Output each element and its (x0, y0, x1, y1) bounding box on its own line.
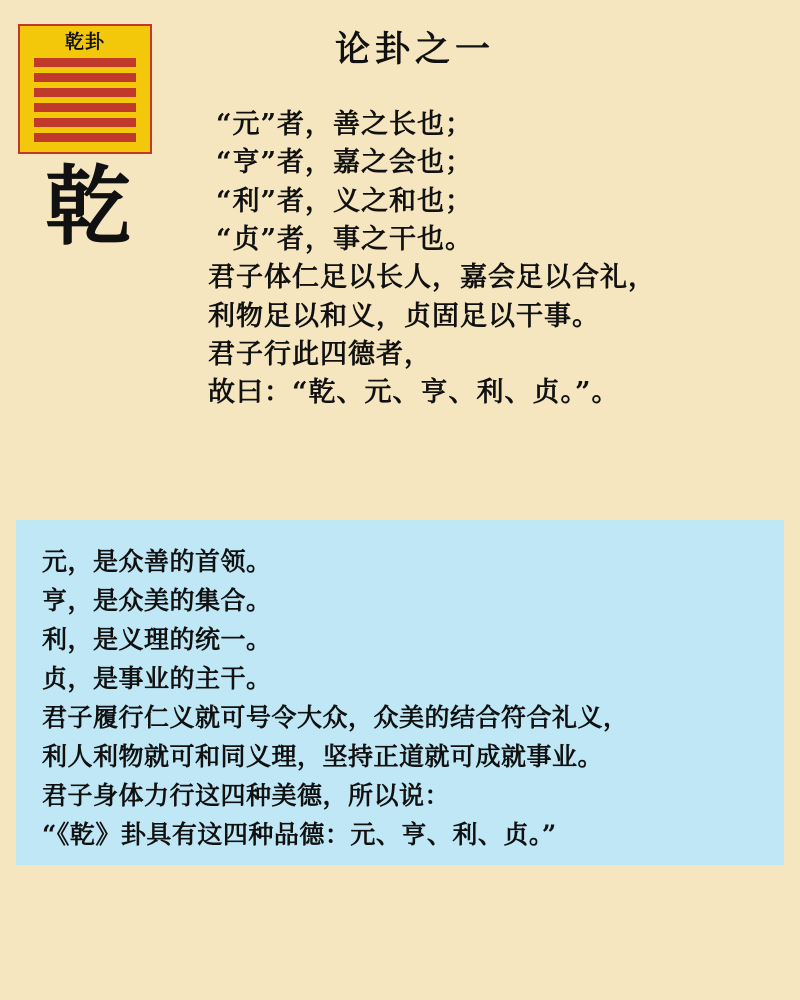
classical-text-line: 君子行此四德者， (208, 338, 432, 370)
translation-line: 君子身体力行这四种美德，所以说： (42, 781, 451, 810)
classical-text-line: “元”者，善之长也； (216, 109, 474, 140)
classical-text-line: 利物足以和义，贞固足以干事。 (208, 300, 600, 332)
page-title: 论卦之一 (334, 29, 495, 70)
translation-line: 亨，是众美的集合。 (42, 586, 272, 615)
hexagram-big-character: 乾 (45, 156, 131, 257)
yao-line (34, 88, 136, 97)
classical-text-line: 故曰：“乾、元、亨、利、贞。”。 (208, 377, 620, 409)
translation-line: 利人利物就可和同义理，坚持正道就可成就事业。 (42, 742, 604, 771)
translation-line: 贞，是事业的主干。 (42, 664, 272, 693)
hexagram-label: 乾卦 (64, 31, 105, 53)
classical-text-line: “贞”者，事之干也。 (216, 223, 474, 255)
classical-text-line: “亨”者，嘉之会也； (216, 147, 474, 179)
yao-line (34, 133, 136, 142)
translation-panel (16, 520, 784, 865)
yao-line (34, 73, 136, 82)
translation-line: “《乾》卦具有这四种品德：元、亨、利、贞。” (42, 820, 557, 849)
yao-line (34, 118, 136, 127)
translation-line: 君子履行仁义就可号令大众，众美的结合符合礼义， (42, 703, 629, 732)
translation-line: 元，是众善的首领。 (42, 547, 272, 576)
classical-text-line: 君子体仁足以长人，嘉会足以合礼， (208, 262, 656, 294)
translation-line: 利，是义理的统一。 (42, 625, 272, 654)
yao-line (34, 103, 136, 112)
classical-text-block (208, 106, 788, 413)
classical-text-line: “利”者，义之和也； (216, 185, 474, 217)
